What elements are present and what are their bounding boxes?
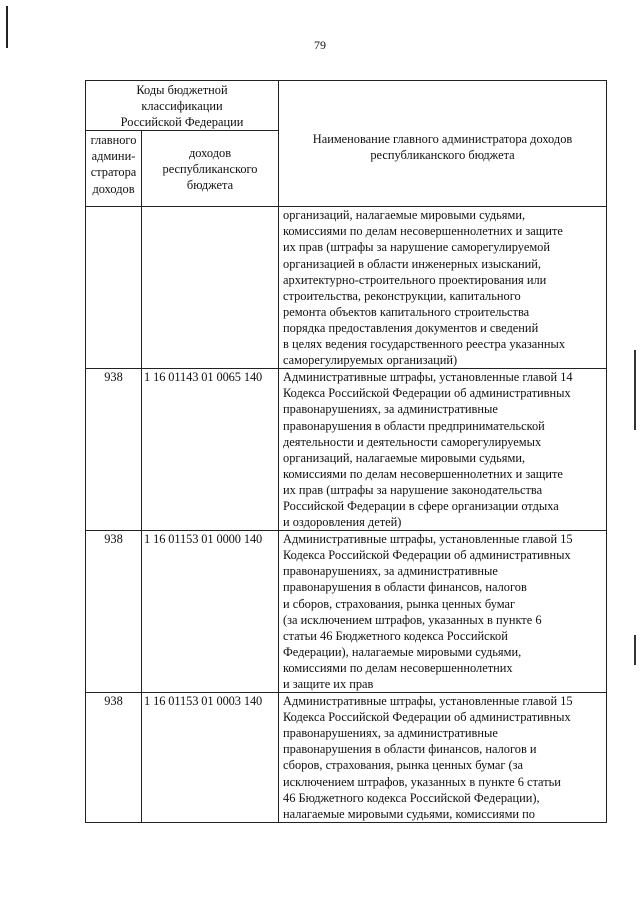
page-number: 79 [314, 38, 326, 52]
administrator-name-cell [279, 207, 607, 369]
name-text-line: (за исключением штрафов, указанных в пункте 6 [283, 612, 542, 627]
admin-code-cell [86, 207, 142, 369]
budget-code-cell: 1 16 01153 01 0000 140 [142, 531, 279, 693]
budget-code-cell [142, 207, 279, 369]
name-text-line: комиссиями по делам несовершеннолетних и защите [283, 466, 563, 481]
name-text-line: организаций, налагаемые мировыми судьями, [283, 208, 526, 223]
administrator-name-cell [279, 693, 607, 823]
name-text-line: Кодекса Российской Федерации об административных [283, 710, 571, 725]
name-text-line: сборов, страхования, рынка ценных бумаг (за [283, 758, 524, 773]
name-text-line: правонарушениях, за административные [283, 402, 498, 417]
name-text-line: деятельности и деятельности саморегулируемых [283, 434, 542, 449]
name-text-line: правонарушения в области финансов, налогов и [283, 742, 537, 757]
name-text-line: их прав (штрафы за нарушение саморегулируемой [283, 240, 550, 255]
name-text-line: организаций, налагаемые мировыми судьями, [283, 450, 526, 465]
name-text-line: исключением штрафов, указанных в пункте 6 статьи [283, 774, 561, 789]
header-budget-codes: Коды бюджетной классификации Российской Федерации [86, 81, 279, 131]
name-text-line: статьи 46 Бюджетного кодекса Российской [283, 628, 508, 643]
name-text-line: Кодекса Российской Федерации об административных [283, 548, 571, 563]
table-header-row [86, 81, 607, 131]
name-text-line: архитектурно-строительного проектирования или [283, 272, 547, 287]
header-administrator-name: Наименование главного администратора доходов республиканского бюджета [279, 81, 607, 207]
name-text-line: правонарушениях, за административные [283, 726, 498, 741]
admin-code-cell: 938 [86, 693, 142, 823]
header-republican-income: доходов республиканского бюджета [142, 131, 279, 207]
administrator-name-cell [279, 369, 607, 531]
table-row [86, 531, 607, 693]
name-text-line: налагаемые мировыми судьями, комиссиями по [283, 806, 535, 821]
name-text-line: правонарушения в области предпринимательской [283, 418, 545, 433]
name-text-line: организацией в области инженерных изысканий, [283, 256, 541, 271]
name-text-line: Административные штрафы, установленные главой 15 [283, 694, 573, 709]
budget-code-cell: 1 16 01153 01 0003 140 [142, 693, 279, 823]
header-main-administrator: главного админи- стратора доходов [86, 131, 142, 207]
table-row [86, 369, 607, 531]
name-text-line: Федерации), налагаемые мировыми судьями, [283, 644, 522, 659]
budget-classification-table [85, 80, 607, 823]
admin-code-cell: 938 [86, 369, 142, 531]
name-text-line: и сборов, страхования, рынка ценных бумаг [283, 596, 516, 611]
name-text-line: порядка предоставления документов и сведений [283, 320, 539, 335]
budget-code-cell: 1 16 01143 01 0065 140 [142, 369, 279, 531]
admin-code-cell: 938 [86, 531, 142, 693]
scan-edge-mark [634, 635, 636, 665]
name-text-line: ремонта объектов капитального строительства [283, 304, 530, 319]
name-text-line: Административные штрафы, установленные главой 14 [283, 370, 573, 385]
scan-edge-mark [634, 350, 636, 430]
name-text-line: Административные штрафы, установленные главой 15 [283, 532, 573, 547]
name-text-line: в целях ведения государственного реестра указанных [283, 337, 566, 352]
name-text-line: правонарушения в области финансов, налогов [283, 580, 527, 595]
name-text-line: Кодекса Российской Федерации об административных [283, 386, 571, 401]
table-row [86, 693, 607, 823]
name-text-line: саморегулируемых организаций) [283, 353, 458, 368]
table-body [86, 207, 607, 823]
name-text-line: комиссиями по делам несовершеннолетних и защите [283, 224, 563, 239]
name-text-line: и оздоровления детей) [283, 515, 402, 530]
name-text-line: правонарушениях, за административные [283, 564, 498, 579]
name-text-line: 46 Бюджетного кодекса Российской Федерации), [283, 790, 540, 805]
name-text-line: их прав (штрафы за нарушение законодательства [283, 482, 543, 497]
name-text-line: строительства, реконструкции, капитального [283, 288, 521, 303]
name-text-line: комиссиями по делам несовершеннолетних [283, 660, 513, 675]
table-row [86, 207, 607, 369]
administrator-name-cell [279, 531, 607, 693]
name-text-line: и защите их прав [283, 677, 374, 691]
name-text-line: Российской Федерации в сфере организации отдыха [283, 498, 559, 513]
